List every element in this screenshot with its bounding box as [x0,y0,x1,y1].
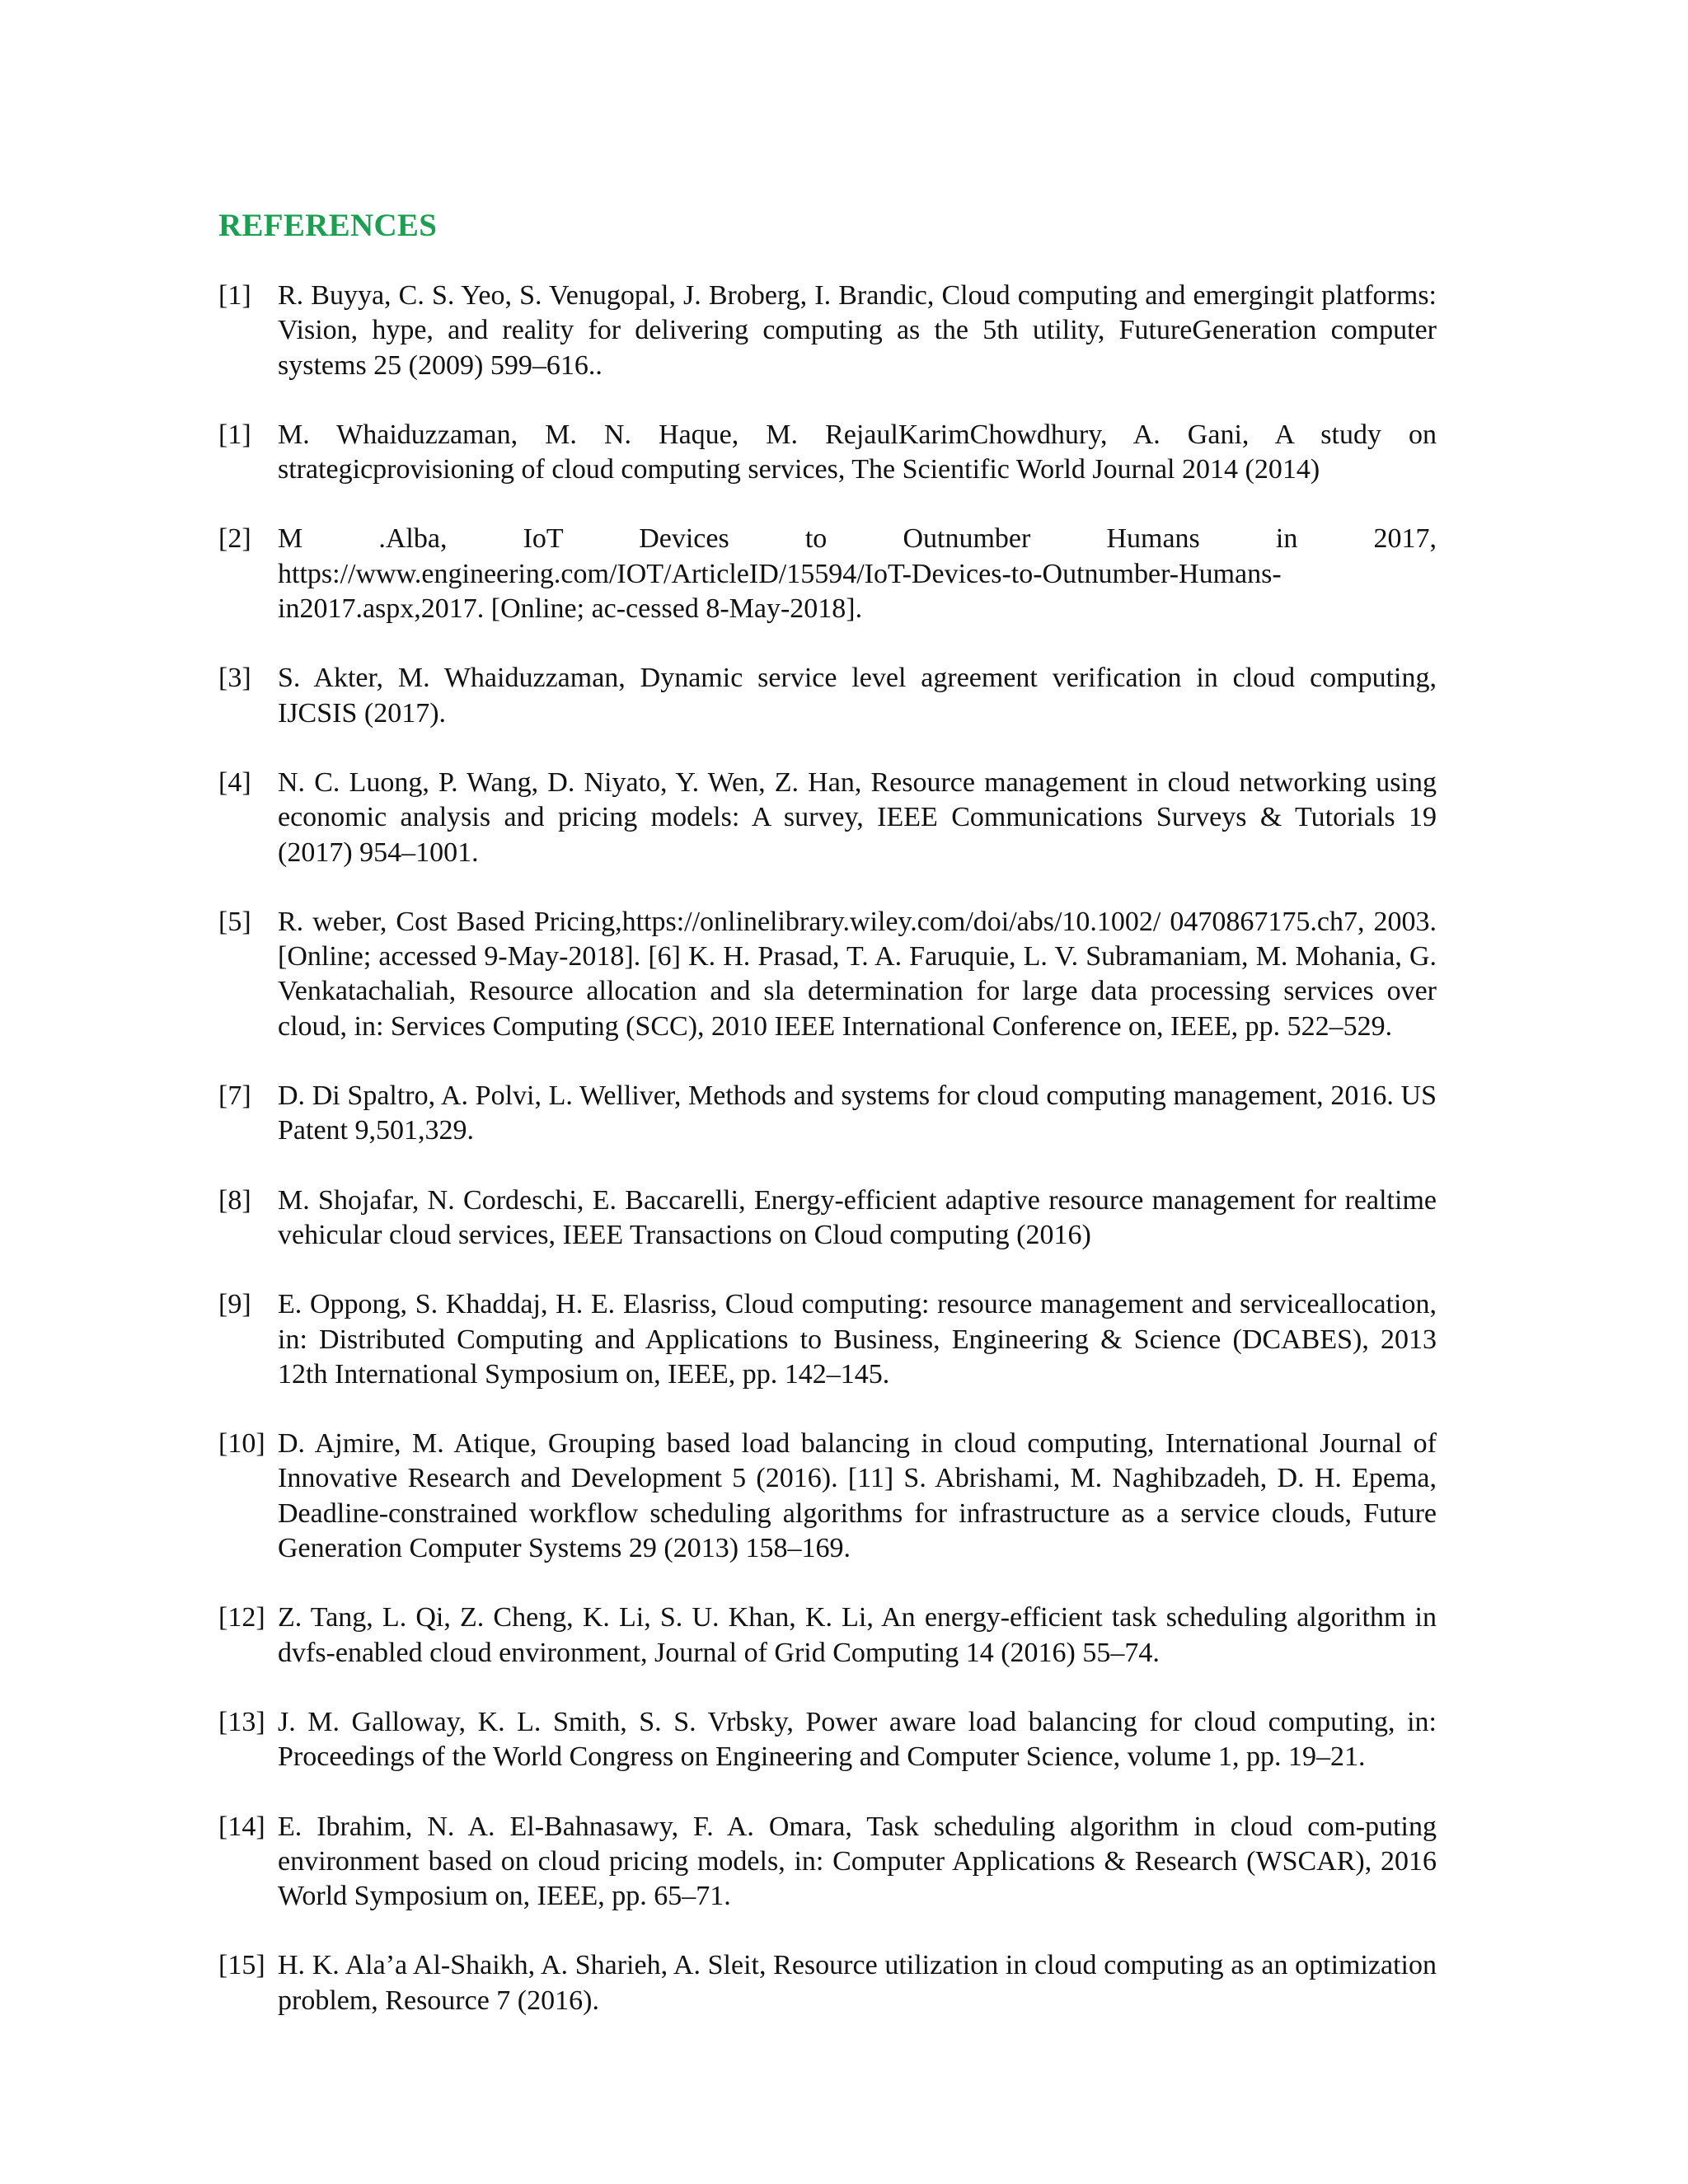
reference-number: [7] [218,1080,251,1112]
reference-item [218,661,1437,731]
reference-number: [9] [218,1289,251,1320]
reference-text: R. weber, Cost Based Pricing,https://onlinelibrary.wiley.com/doi/abs/10.1002/ 0470867175.ch7, 2003. [Online; accessed 9-May-2018]. [6] K. H. Prasad, T. A. Faruquie, L. V. Subramaniam, M. Mohania, G. Venkatachaliah, Resource allocation and sla determination for large data processing services over cloud, in: Services Computing (SCC), 2010 IEEE International Conference on, IEEE, pp. 522–529. [278,906,1437,1042]
reference-text: M. Shojafar, N. Cordeschi, E. Baccarelli, Energy-efficient adaptive resource management for realtime vehicular cloud services, IEEE Transactions on Cloud computing (2016) [278,1184,1437,1250]
reference-number: [8] [218,1184,251,1216]
reference-number: [1] [218,419,251,450]
reference-number: [12] [218,1602,265,1633]
references-page [218,206,1437,2053]
reference-text: D. Ajmire, M. Atique, Grouping based load balancing in cloud computing, International Journal of Innovative Research and Development 5 (2016). [11] S. Abrishami, M. Naghibzadeh, D. H. Epema, Deadline-constrained workflow scheduling algorithms for infrastructure as a service clouds, Future Generation Computer Systems 29 (2013) 158–169. [278,1428,1437,1564]
reference-text: Z. Tang, L. Qi, Z. Cheng, K. Li, S. U. Khan, K. Li, An energy-efficient task scheduling algorithm in dvfs-enabled cloud environment, Journal of Grid Computing 14 (2016) 55–74. [278,1602,1437,1668]
reference-item [218,279,1437,383]
reference-item [218,1287,1437,1392]
reference-item [218,1079,1437,1149]
reference-item [218,1948,1437,2018]
reference-item [218,522,1437,626]
reference-item [218,418,1437,488]
reference-number: [1] [218,280,251,311]
reference-item [218,766,1437,870]
reference-text: H. K. Ala’a Al-Shaikh, A. Sharieh, A. Sleit, Resource utilization in cloud computing as an optimization problem, Resource 7 (2016). [278,1950,1437,2016]
reference-text: M .Alba, IoT Devices to Outnumber Humans in 2017, https://www.engineering.com/IOT/ArticleID/15594/IoT-Devices-to-Outnumber-Humans-in2017.aspx,2017. [Online; ac-cessed 8-May-2018]. [278,523,1437,625]
reference-item [218,1810,1437,1915]
reference-text: E. Ibrahim, N. A. El-Bahnasawy, F. A. Omara, Task scheduling algorithm in cloud com-puting environment based on cloud pricing models, in: Computer Applications & Research (WSCAR), 2016 World Symposium on, IEEE, pp. 65–71. [278,1811,1437,1912]
reference-text: R. Buyya, C. S. Yeo, S. Venugopal, J. Broberg, I. Brandic, Cloud computing and emergingit platforms: Vision, hype, and reality for delivering computing as the 5th utility, FutureGeneration computer systems 25 (2009) 599–616.. [278,280,1437,381]
references-heading: REFERENCES [218,208,438,243]
reference-text: J. M. Galloway, K. L. Smith, S. S. Vrbsky, Power aware load balancing for cloud computing, in: Proceedings of the World Congress on Engineering and Computer Science, volume 1, pp. 19–21. [278,1706,1437,1773]
reference-number: [2] [218,523,251,555]
reference-text: D. Di Spaltro, A. Polvi, L. Welliver, Methods and systems for cloud computing management, 2016. US Patent 9,501,329. [278,1080,1437,1146]
reference-list [218,279,1437,2018]
reference-number: [5] [218,906,251,937]
reference-item [218,1183,1437,1254]
reference-item [218,1705,1437,1775]
reference-item [218,1427,1437,1566]
reference-text: N. C. Luong, P. Wang, D. Niyato, Y. Wen, Z. Han, Resource management in cloud networking using economic analysis and pricing models: A survey, IEEE Communications Surveys & Tutorials 19 (2017) 954–1001. [278,766,1437,868]
reference-text: E. Oppong, S. Khaddaj, H. E. Elasriss, Cloud computing: resource management and serviceallocation, in: Distributed Computing and Applications to Business, Engineering & Science (DCABES), 2013 12th International Symposium on, IEEE, pp. 142–145. [278,1289,1437,1390]
reference-number: [10] [218,1428,265,1460]
reference-text: M. Whaiduzzaman, M. N. Haque, M. RejaulKarimChowdhury, A. Gani, A study on strategicprovisioning of cloud computing services, The Scientific World Journal 2014 (2014) [278,419,1437,485]
reference-number: [4] [218,766,251,798]
reference-number: [3] [218,663,251,694]
reference-item [218,905,1437,1044]
reference-number: [15] [218,1950,265,1981]
reference-text: S. Akter, M. Whaiduzzaman, Dynamic service level agreement verification in cloud computing, IJCSIS (2017). [278,663,1437,729]
reference-number: [13] [218,1706,265,1737]
reference-item [218,1601,1437,1671]
reference-number: [14] [218,1811,265,1842]
